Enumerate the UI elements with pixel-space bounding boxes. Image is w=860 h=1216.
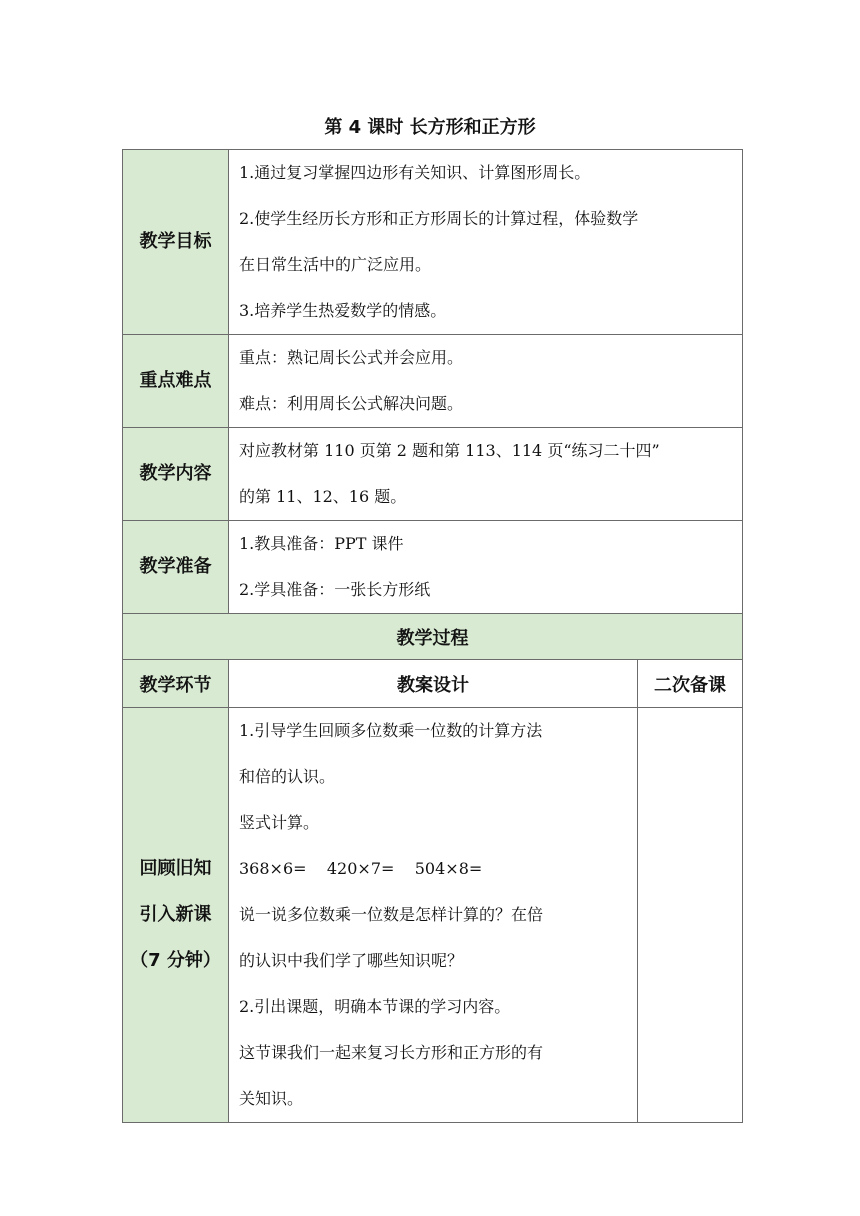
- design-line: 和倍的认识。: [239, 767, 336, 786]
- objectives-line: 2.使学生经历长方形和正方形周长的计算过程，体验数学: [239, 209, 639, 228]
- design-content: [229, 708, 638, 1123]
- preparation-line: 2.学具准备：一张长方形纸: [239, 580, 431, 599]
- preparation-row: [123, 521, 743, 614]
- page-title: 第 4 课时 长方形和正方形: [324, 117, 536, 138]
- design-line: 的认识中我们学了哪些知识呢？: [239, 951, 464, 970]
- objectives-content: [229, 150, 743, 335]
- notes-cell: [638, 708, 743, 1123]
- content-content: [229, 428, 743, 521]
- stage-label-line: 回顾旧知: [139, 858, 212, 879]
- stage-label-line: （7 分钟）: [130, 950, 221, 971]
- content-row: [123, 428, 743, 521]
- design-line: 这节课我们一起来复习长方形和正方形的有: [239, 1043, 544, 1062]
- objectives-line: 在日常生活中的广泛应用。: [239, 255, 432, 274]
- column-header-notes: 二次备课: [638, 660, 743, 708]
- design-line: 368×6= 420×7= 504×8=: [239, 859, 483, 878]
- objectives-line: 3.培养学生热爱数学的情感。: [239, 301, 447, 320]
- process-row: [123, 708, 743, 1123]
- design-line: 说一说多位数乘一位数是怎样计算的？在倍: [239, 905, 544, 924]
- key-points-line: 重点：熟记周长公式并会应用。: [239, 348, 464, 367]
- process-heading-row: [123, 614, 743, 660]
- preparation-content: [229, 521, 743, 614]
- preparation-label: 教学准备: [123, 521, 229, 614]
- design-line: 1.引导学生回顾多位数乘一位数的计算方法: [239, 721, 543, 740]
- column-header-stage: 教学环节: [123, 660, 229, 708]
- process-heading: 教学过程: [123, 614, 743, 660]
- key-points-content: [229, 335, 743, 428]
- objectives-label: 教学目标: [123, 150, 229, 335]
- content-label: 教学内容: [123, 428, 229, 521]
- key-points-row: [123, 335, 743, 428]
- key-points-label: 重点难点: [123, 335, 229, 428]
- column-header-design: 教案设计: [229, 660, 638, 708]
- objectives-row: [123, 150, 743, 335]
- objectives-line: 1.通过复习掌握四边形有关知识、计算图形周长。: [239, 163, 591, 182]
- key-points-line: 难点：利用周长公式解决问题。: [239, 394, 464, 413]
- process-column-header-row: [123, 660, 743, 708]
- design-line: 竖式计算。: [239, 813, 320, 832]
- content-line: 的第 11、12、16 题。: [239, 487, 407, 506]
- stage-label-line: 引入新课: [139, 904, 212, 925]
- design-line: 2.引出课题，明确本节课的学习内容。: [239, 997, 511, 1016]
- design-line: 关知识。: [239, 1089, 304, 1108]
- content-line: 对应教材第 110 页第 2 题和第 113、114 页“练习二十四”: [239, 441, 660, 460]
- stage-label: [123, 708, 229, 1123]
- lesson-plan-table: [122, 149, 743, 1123]
- preparation-line: 1.教具准备：PPT 课件: [239, 534, 404, 553]
